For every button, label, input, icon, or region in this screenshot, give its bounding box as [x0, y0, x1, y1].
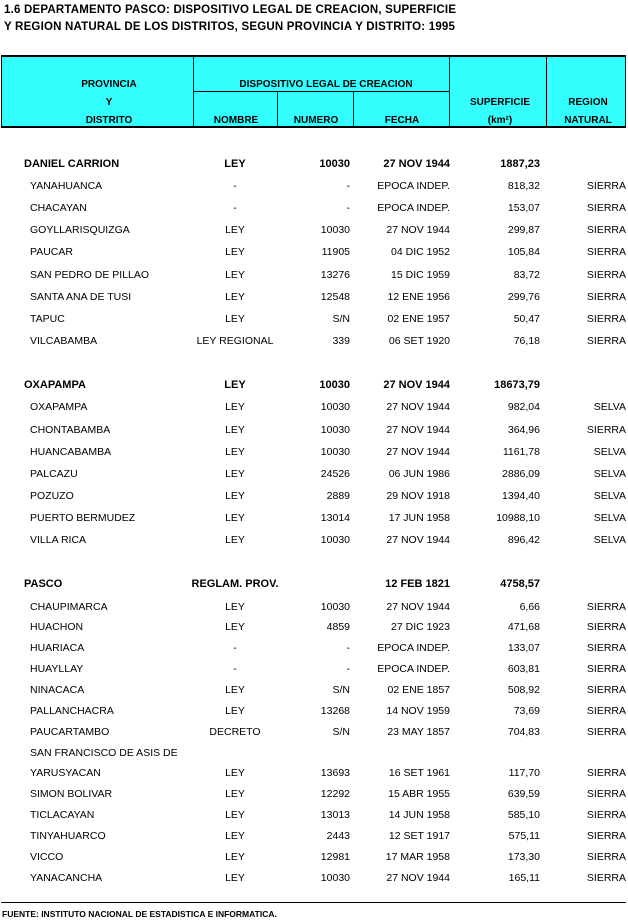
cell-superficie: 6,66	[519, 601, 540, 613]
cell-fecha: 14 JUN 1958	[388, 809, 450, 821]
cell-superficie: 83,72	[513, 269, 540, 281]
cell-region: SELVA	[593, 534, 626, 546]
cell-fecha: 29 NOV 1918	[386, 490, 450, 502]
header-subgroup-line	[193, 91, 449, 92]
cell-numero: 12548	[320, 291, 350, 303]
cell-superficie: 603,81	[507, 663, 540, 675]
district-row	[0, 705, 628, 725]
district-row	[0, 180, 628, 200]
cell-numero: 11905	[321, 246, 350, 258]
cell-fecha: 12 SET 1917	[388, 830, 450, 842]
cell-name: CHACAYAN	[30, 202, 87, 214]
cell-name: HUAYLLAY	[30, 663, 84, 675]
cell-fecha: 27 NOV 1944	[386, 224, 450, 236]
cell-nombre: LEY	[225, 246, 245, 258]
district-row	[0, 424, 628, 444]
cell-name: VILLA RICA	[30, 534, 87, 546]
cell-name: SAN FRANCISCO DE ASIS DE	[30, 747, 178, 759]
district-row	[0, 246, 628, 266]
cell-superficie: 896,42	[507, 534, 540, 546]
cell-numero: 10030	[320, 872, 350, 884]
cell-numero: 13276	[320, 269, 350, 281]
cell-name: HUANCABAMBA	[30, 446, 112, 458]
district-row	[0, 788, 628, 808]
cell-fecha: 16 SET 1961	[388, 767, 450, 779]
cell-numero: 12292	[320, 788, 350, 800]
cell-nombre: -	[233, 642, 237, 654]
cell-name: CHONTABAMBA	[30, 424, 111, 436]
cell-region: SIERRA	[586, 224, 626, 236]
cell-name: PAUCAR	[30, 246, 73, 258]
district-row	[0, 851, 628, 871]
cell-fecha: 27 NOV 1944	[383, 158, 450, 170]
cell-region: SIERRA	[586, 788, 626, 800]
cell-superficie: 704,83	[507, 726, 540, 738]
cell-numero: 10030	[320, 224, 350, 236]
cell-superficie: 299,76	[507, 291, 540, 303]
cell-numero: 10030	[320, 534, 350, 546]
cell-nombre: DECRETO	[209, 726, 261, 738]
cell-name: POZUZO	[30, 490, 74, 502]
cell-name: GOYLLARISQUIZGA	[30, 224, 130, 236]
province-row	[0, 379, 628, 399]
district-row	[0, 872, 628, 892]
cell-region: SIERRA	[586, 269, 626, 281]
cell-superficie: 364,96	[507, 424, 540, 436]
district-row	[0, 767, 628, 787]
cell-superficie: 76,18	[513, 335, 540, 347]
district-row	[0, 291, 628, 311]
cell-numero: 13013	[320, 809, 350, 821]
cell-superficie: 818,32	[507, 180, 540, 192]
cell-fecha: 17 MAR 1958	[385, 851, 450, 863]
cell-superficie: 508,92	[507, 684, 540, 696]
cell-superficie: 18673,79	[494, 379, 540, 391]
cell-name: PAUCARTAMBO	[30, 726, 110, 738]
cell-numero: S/N	[332, 684, 350, 696]
cell-numero: 10030	[320, 601, 350, 613]
cell-fecha: 15 DIC 1959	[391, 269, 450, 281]
footer-rule	[1, 902, 626, 903]
cell-fecha: EPOCA INDEP.	[377, 202, 450, 214]
district-row	[0, 747, 628, 767]
cell-superficie: 4758,57	[500, 578, 540, 590]
cell-nombre: LEY	[224, 379, 246, 391]
cell-region: SIERRA	[586, 601, 626, 613]
cell-fecha: 27 DIC 1923	[391, 621, 450, 633]
cell-nombre: LEY REGIONAL	[196, 335, 274, 347]
header-top-border	[1, 55, 626, 57]
cell-nombre: LEY	[225, 788, 245, 800]
cell-fecha: 27 NOV 1944	[386, 601, 450, 613]
cell-region: SELVA	[593, 512, 626, 524]
cell-name: SIMON BOLIVAR	[30, 788, 113, 800]
district-row	[0, 642, 628, 662]
cell-superficie: 105,84	[507, 246, 540, 258]
cell-nombre: LEY	[225, 468, 245, 480]
cell-numero: 13693	[320, 767, 350, 779]
district-row	[0, 202, 628, 222]
cell-name: YANAHUANCA	[30, 180, 103, 192]
cell-region: SIERRA	[586, 180, 626, 192]
cell-name: SAN PEDRO DE PILLAO	[30, 269, 150, 281]
cell-fecha: 02 ENE 1957	[387, 313, 450, 325]
district-row	[0, 534, 628, 554]
cell-name: SANTA ANA DE TUSI	[30, 291, 132, 303]
cell-numero: 2443	[326, 830, 350, 842]
header-divider-nombre	[277, 91, 278, 128]
cell-region: SIERRA	[586, 872, 626, 884]
cell-region: SELVA	[593, 446, 626, 458]
cell-numero: 12981	[320, 851, 350, 863]
cell-name: HUARIACA	[30, 642, 85, 654]
district-row	[0, 468, 628, 488]
cell-name: CHAUPIMARCA	[30, 601, 108, 613]
cell-superficie: 133,07	[507, 642, 540, 654]
cell-nombre: LEY	[225, 446, 245, 458]
district-row	[0, 335, 628, 355]
cell-fecha: 27 NOV 1944	[386, 446, 450, 458]
cell-superficie: 982,04	[507, 401, 540, 413]
district-row	[0, 830, 628, 850]
header-dispositivo: DISPOSITIVO LEGAL DE CREACION	[239, 79, 413, 90]
header-bottom-border	[1, 126, 626, 128]
header-divider-numero	[353, 91, 354, 128]
cell-superficie: 153,07	[507, 202, 540, 214]
cell-name: PALLANCHACRA	[30, 705, 114, 717]
cell-name: TAPUC	[30, 313, 65, 325]
cell-name: HUACHON	[30, 621, 84, 633]
cell-nombre: LEY	[225, 424, 245, 436]
cell-name: DANIEL CARRION	[24, 158, 120, 170]
header-region: REGION	[568, 97, 608, 108]
cell-fecha: 02 ENE 1857	[387, 684, 450, 696]
cell-numero: 24526	[320, 468, 350, 480]
cell-fecha: 06 JUN 1986	[388, 468, 450, 480]
cell-name: VICCO	[30, 851, 64, 863]
district-row	[0, 313, 628, 333]
district-row	[0, 401, 628, 421]
cell-region: SIERRA	[586, 291, 626, 303]
cell-nombre: -	[233, 663, 237, 675]
header-nombre: NOMBRE	[213, 115, 259, 126]
cell-superficie: 1887,23	[500, 158, 540, 170]
province-row	[0, 158, 628, 178]
cell-numero: S/N	[332, 726, 350, 738]
cell-fecha: EPOCA INDEP.	[377, 180, 450, 192]
header-km2: (km²)	[487, 115, 513, 126]
district-row	[0, 809, 628, 829]
district-row	[0, 684, 628, 704]
cell-nombre: LEY	[225, 684, 245, 696]
cell-nombre: LEY	[225, 313, 245, 325]
cell-region: SIERRA	[586, 767, 626, 779]
header-numero: NUMERO	[293, 115, 339, 126]
cell-region: SELVA	[593, 401, 626, 413]
province-row	[0, 578, 628, 598]
cell-region: SIERRA	[586, 202, 626, 214]
cell-name: YARUSYACAN	[30, 767, 101, 779]
cell-superficie: 173,30	[507, 851, 540, 863]
cell-numero: 10030	[320, 424, 350, 436]
cell-nombre: LEY	[225, 872, 245, 884]
cell-region: SIERRA	[586, 621, 626, 633]
cell-name: OXAPAMPA	[24, 379, 86, 391]
cell-nombre: LEY	[225, 809, 245, 821]
header-provincia: PROVINCIA	[81, 79, 137, 90]
cell-numero: 10030	[319, 158, 350, 170]
district-row	[0, 490, 628, 510]
cell-numero: 13014	[320, 512, 350, 524]
cell-region: SIERRA	[586, 424, 626, 436]
district-row	[0, 512, 628, 532]
cell-nombre: REGLAM. PROV.	[191, 578, 279, 590]
cell-region: SIERRA	[586, 726, 626, 738]
cell-nombre: LEY	[225, 490, 245, 502]
cell-nombre: LEY	[225, 534, 245, 546]
header-y: Y	[105, 97, 113, 108]
cell-nombre: LEY	[225, 512, 245, 524]
cell-nombre: LEY	[225, 767, 245, 779]
cell-numero: 10030	[320, 401, 350, 413]
cell-fecha: 23 MAY 1857	[387, 726, 450, 738]
cell-numero: -	[346, 202, 350, 214]
cell-nombre: LEY	[225, 705, 245, 717]
cell-fecha: EPOCA INDEP.	[377, 663, 450, 675]
cell-nombre: LEY	[225, 830, 245, 842]
cell-fecha: 12 FEB 1821	[385, 578, 450, 590]
cell-region: SIERRA	[586, 335, 626, 347]
header-divider-disp	[449, 55, 450, 128]
cell-superficie: 299,87	[507, 224, 540, 236]
district-row	[0, 663, 628, 683]
cell-region: SIERRA	[586, 313, 626, 325]
cell-fecha: 27 NOV 1944	[386, 872, 450, 884]
district-row	[0, 601, 628, 621]
cell-region: SIERRA	[586, 830, 626, 842]
district-row	[0, 621, 628, 641]
cell-nombre: LEY	[225, 621, 245, 633]
cell-fecha: 12 ENE 1956	[387, 291, 450, 303]
cell-nombre: -	[233, 202, 237, 214]
cell-superficie: 471,68	[507, 621, 540, 633]
cell-region: SIERRA	[586, 684, 626, 696]
cell-numero: 339	[332, 335, 350, 347]
cell-nombre: LEY	[224, 158, 246, 170]
cell-superficie: 1161,78	[502, 446, 540, 458]
cell-numero: 13268	[320, 705, 350, 717]
cell-region: SIERRA	[586, 851, 626, 863]
cell-superficie: 10988,10	[496, 512, 540, 524]
cell-name: YANACANCHA	[30, 872, 103, 884]
header-natural: NATURAL	[564, 115, 612, 126]
cell-superficie: 585,10	[507, 809, 540, 821]
cell-numero: 4859	[326, 621, 350, 633]
cell-region: SIERRA	[586, 663, 626, 675]
cell-numero: -	[346, 663, 350, 675]
cell-nombre: LEY	[225, 401, 245, 413]
cell-region: SIERRA	[586, 809, 626, 821]
district-row	[0, 269, 628, 289]
header-left-border	[1, 55, 2, 128]
cell-superficie: 117,70	[508, 767, 540, 779]
cell-name: OXAPAMPA	[30, 401, 88, 413]
cell-numero: S/N	[332, 313, 350, 325]
cell-superficie: 2886,09	[502, 468, 540, 480]
cell-nombre: LEY	[225, 269, 245, 281]
cell-superficie: 1394,40	[502, 490, 540, 502]
cell-region: SIERRA	[586, 642, 626, 654]
cell-fecha: 27 NOV 1944	[386, 534, 450, 546]
header-right-border	[625, 55, 626, 128]
cell-fecha: 27 NOV 1944	[383, 379, 450, 391]
source-note: FUENTE: INSTITUTO NACIONAL DE ESTADISTICA E INFORMATICA.	[2, 909, 277, 919]
cell-numero: 2889	[326, 490, 350, 502]
cell-nombre: LEY	[225, 291, 245, 303]
cell-nombre: -	[233, 180, 237, 192]
cell-superficie: 575,11	[508, 830, 540, 842]
header-fecha: FECHA	[384, 115, 420, 126]
cell-fecha: 17 JUN 1958	[388, 512, 450, 524]
cell-name: PASCO	[24, 578, 63, 590]
cell-region: SELVA	[593, 468, 626, 480]
cell-fecha: 27 NOV 1944	[386, 401, 450, 413]
cell-region: SELVA	[593, 490, 626, 502]
cell-superficie: 639,59	[507, 788, 540, 800]
district-row	[0, 446, 628, 466]
cell-fecha: 06 SET 1920	[388, 335, 450, 347]
cell-fecha: 15 ABR 1955	[388, 788, 450, 800]
cell-name: TINYAHUARCO	[30, 830, 106, 842]
cell-fecha: EPOCA INDEP.	[377, 642, 450, 654]
cell-numero: -	[346, 642, 350, 654]
cell-nombre: LEY	[225, 224, 245, 236]
table-title-line1: 1.6 DEPARTAMENTO PASCO: DISPOSITIVO LEGAL DE CREACION, SUPERFICIE	[4, 4, 457, 16]
cell-region: SIERRA	[586, 705, 626, 717]
cell-fecha: 04 DIC 1952	[391, 246, 450, 258]
cell-name: VILCABAMBA	[30, 335, 98, 347]
cell-numero: 10030	[319, 379, 350, 391]
district-row	[0, 726, 628, 746]
cell-name: PUERTO BERMUDEZ	[30, 512, 136, 524]
cell-region: SIERRA	[586, 246, 626, 258]
cell-name: TICLACAYAN	[30, 809, 95, 821]
header-distrito: DISTRITO	[85, 115, 133, 126]
cell-numero: 10030	[320, 446, 350, 458]
cell-superficie: 50,47	[513, 313, 540, 325]
cell-superficie: 165,11	[508, 872, 540, 884]
table-title-line2: Y REGION NATURAL DE LOS DISTRITOS, SEGUN PROVINCIA Y DISTRITO: 1995	[4, 21, 456, 33]
header-divider-sup	[546, 55, 547, 128]
cell-fecha: 14 NOV 1959	[386, 705, 450, 717]
cell-name: PALCAZU	[30, 468, 78, 480]
cell-nombre: LEY	[225, 601, 245, 613]
cell-name: NINACACA	[30, 684, 85, 696]
cell-superficie: 73,69	[513, 705, 540, 717]
district-row	[0, 224, 628, 244]
cell-numero: -	[346, 180, 350, 192]
header-superficie: SUPERFICIE	[469, 97, 531, 108]
cell-fecha: 27 NOV 1944	[386, 424, 450, 436]
cell-nombre: LEY	[225, 851, 245, 863]
